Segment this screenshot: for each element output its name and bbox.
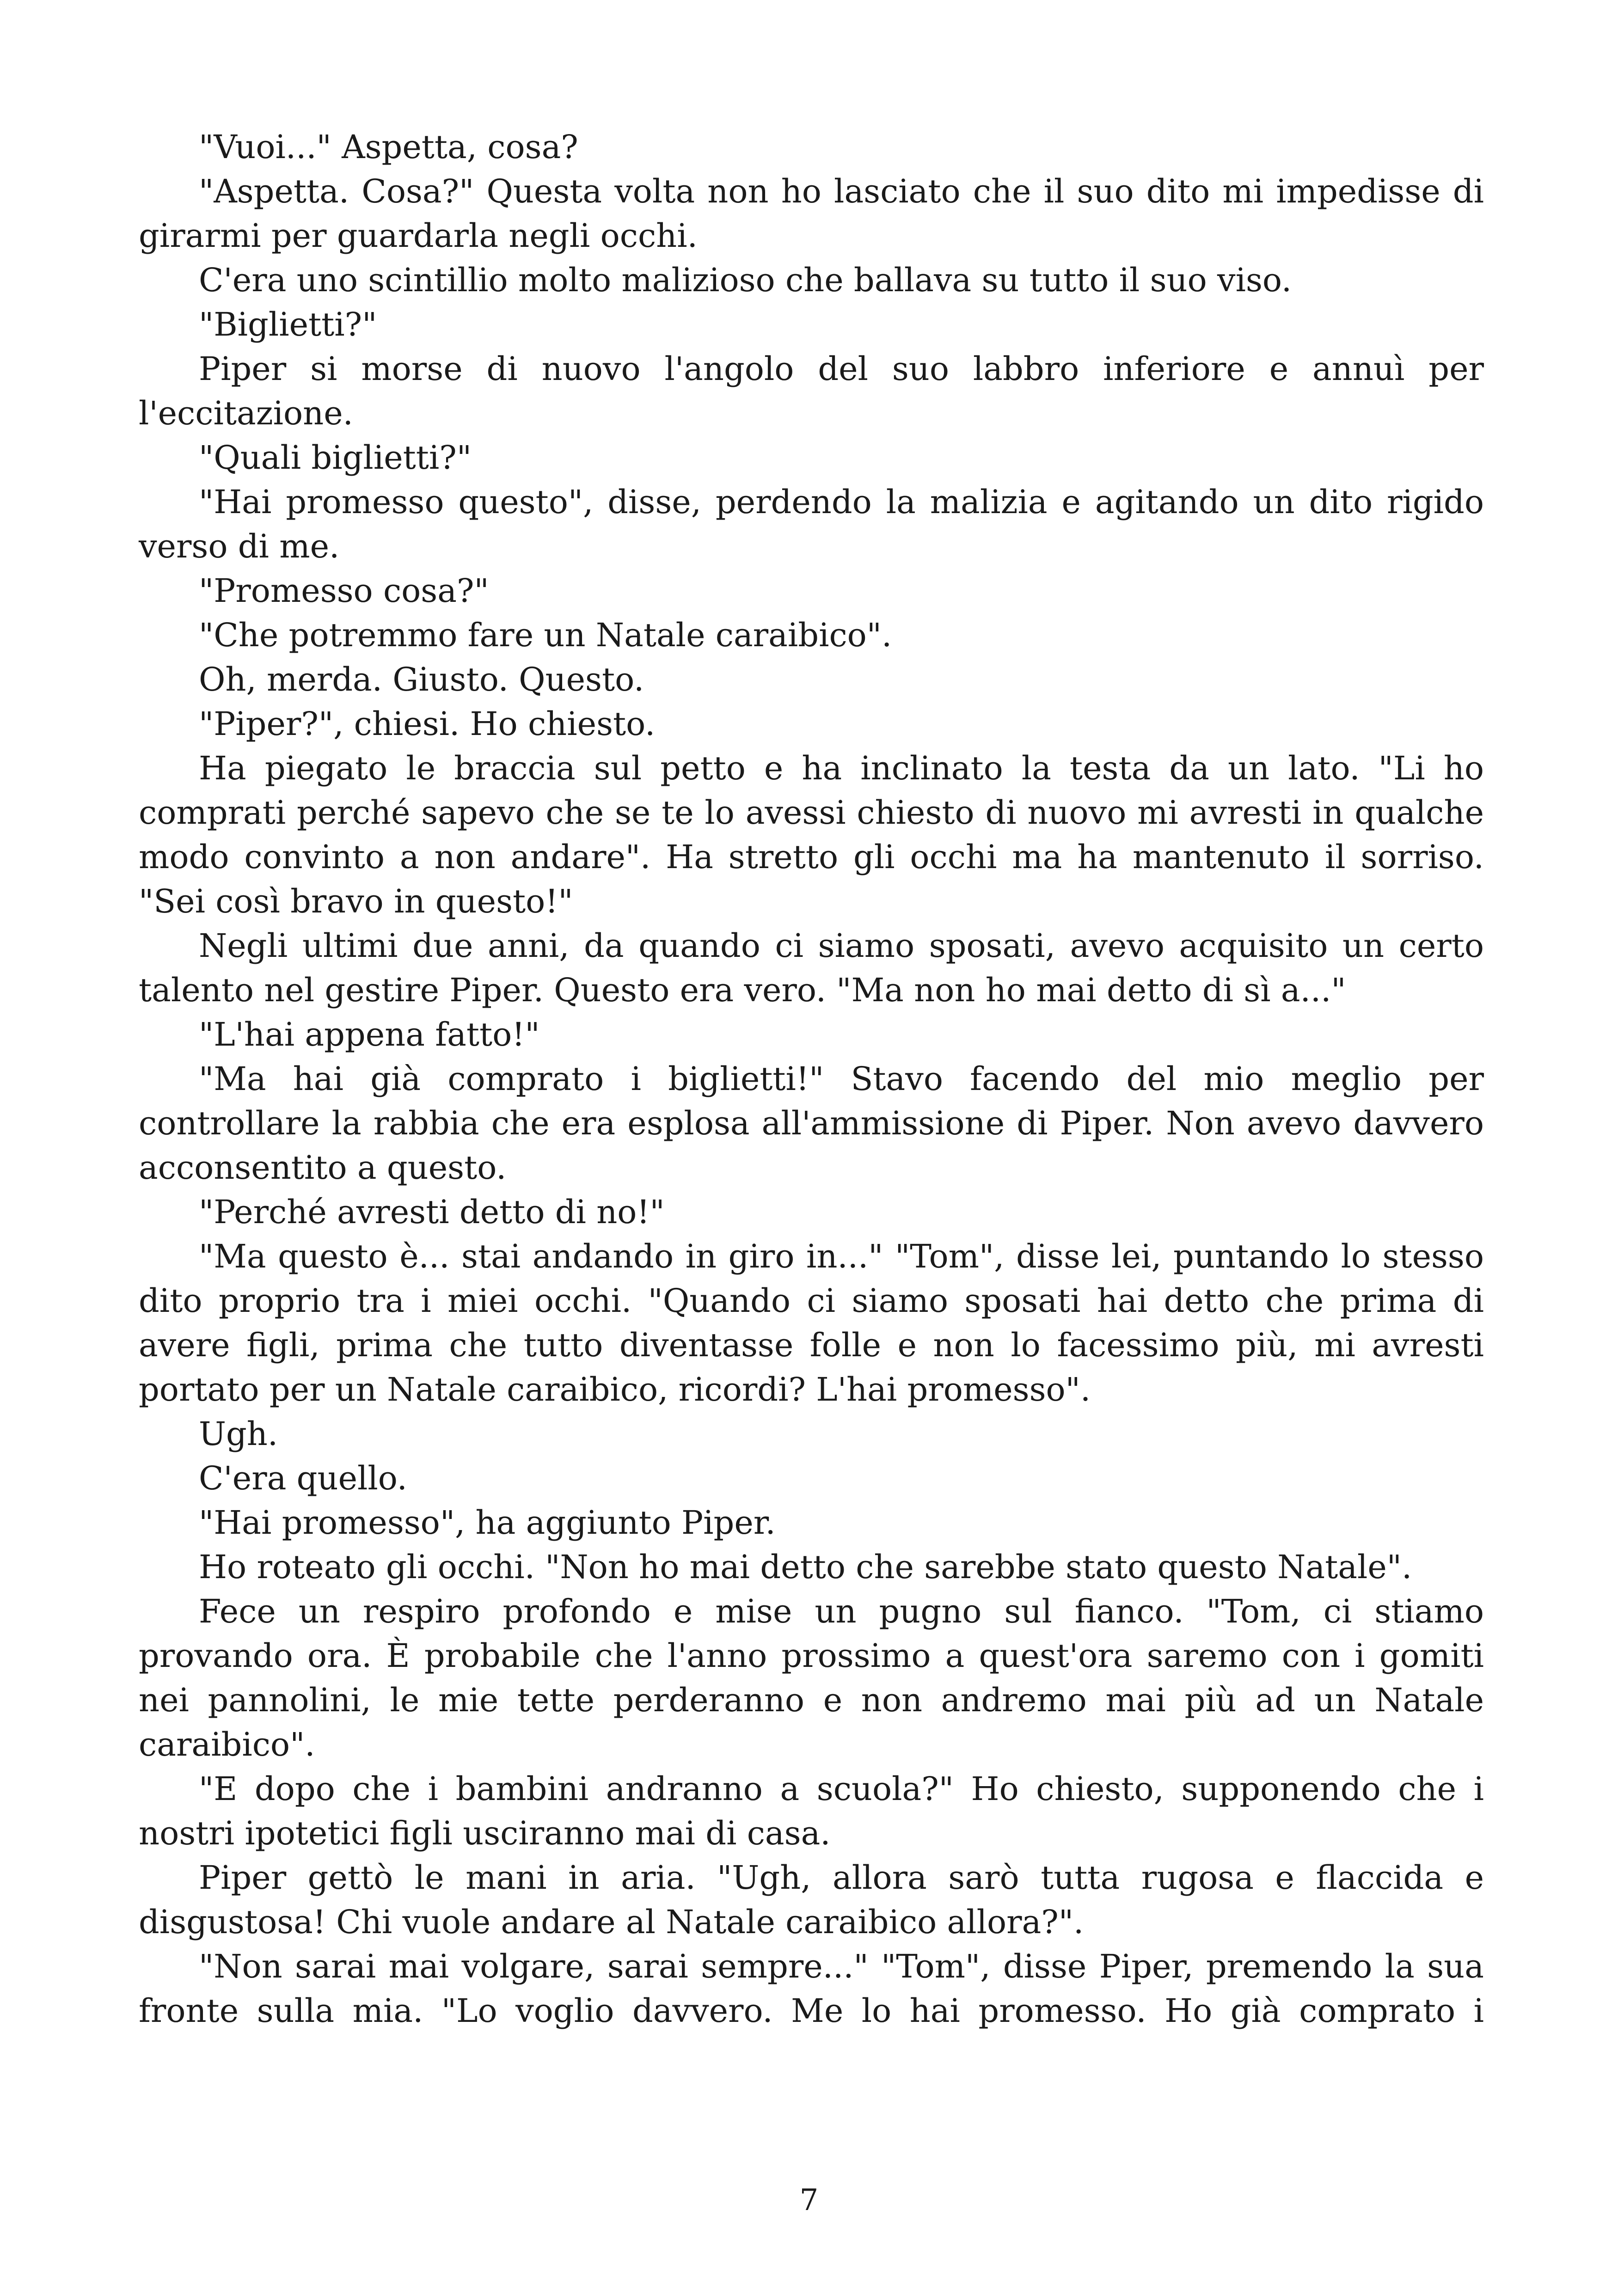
paragraph: "E dopo che i bambini andranno a scuola?" Ho chiesto, supponendo che i nostri ipotetici figli usciranno mai di casa. (139, 1770, 1484, 1852)
paragraph: "Biglietti?" (199, 306, 377, 343)
paragraph: "Che potremmo fare un Natale caraibico". (199, 616, 892, 654)
paragraph: "Promesso cosa?" (199, 572, 489, 610)
paragraph: Ho roteato gli occhi. "Non ho mai detto che sarebbe stato questo Natale". (199, 1548, 1412, 1586)
paragraph: "Vuoi..." Aspetta, cosa? (199, 128, 578, 166)
paragraph: Piper gettò le mani in aria. "Ugh, allora sarò tutta rugosa e flaccida e disgustosa! Chi vuole andare al Natale caraibico allora?". (139, 1859, 1484, 1941)
paragraph: "L'hai appena fatto!" (199, 1016, 540, 1053)
paragraph: C'era uno scintillio molto malizioso che ballava su tutto il suo viso. (199, 261, 1292, 299)
paragraph: "Ma hai già comprato i biglietti!" Stavo facendo del mio meglio per controllare la rabbia che era esplosa all'ammissione di Piper. Non avevo davvero acconsentito a questo. (139, 1060, 1484, 1187)
paragraph: "Aspetta. Cosa?" Questa volta non ho lasciato che il suo dito mi impedisse di girarmi per guardarla negli occhi. (139, 172, 1484, 255)
paragraph: "Perché avresti detto di no!" (199, 1193, 665, 1231)
paragraph: "Piper?", chiesi. Ho chiesto. (199, 705, 656, 743)
paragraph: "Non sarai mai volgare, sarai sempre..." "Tom", disse Piper, premendo la sua fronte sulla mia. "Lo voglio davvero. Me lo hai promesso. Ho già comprato i (139, 1947, 1484, 2030)
paragraph: "Quali biglietti?" (199, 439, 472, 477)
paragraph: "Ma questo è... stai andando in giro in..." "Tom", disse lei, puntando lo stesso dito proprio tra i miei occhi. "Quando ci siamo sposati hai detto che prima di avere figli, prima che tutto diventasse folle e non lo facessimo più, mi avresti portato per un Natale caraibico, ricordi? L'hai promesso". (139, 1237, 1484, 1408)
paragraph: Oh, merda. Giusto. Questo. (199, 661, 644, 698)
body-text (139, 125, 1484, 2033)
paragraph: Fece un respiro profondo e mise un pugno sul fianco. "Tom, ci stiamo provando ora. È probabile che l'anno prossimo a quest'ora saremo con i gomiti nei pannolini, le mie tette perderanno e non andremo mai più ad un Natale caraibico". (139, 1592, 1484, 1763)
page-number: 7 (799, 2183, 819, 2217)
paragraph: "Hai promesso questo", disse, perdendo la malizia e agitando un dito rigido verso di me. (139, 483, 1484, 565)
paragraph: Piper si morse di nuovo l'angolo del suo labbro inferiore e annuì per l'eccitazione. (139, 350, 1484, 432)
paragraph: C'era quello. (199, 1459, 407, 1497)
paragraph: "Hai promesso", ha aggiunto Piper. (199, 1504, 776, 1542)
paragraph: Ugh. (199, 1415, 278, 1453)
paragraph: Ha piegato le braccia sul petto e ha inclinato la testa da un lato. "Li ho comprati perché sapevo che se te lo avessi chiesto di nuovo mi avresti in qualche modo convinto a non andare". Ha stretto gli occhi ma ha mantenuto il sorriso. "Sei così bravo in questo!" (139, 749, 1484, 920)
paragraph: Negli ultimi due anni, da quando ci siamo sposati, avevo acquisito un certo talento nel gestire Piper. Questo era vero. "Ma non ho mai detto di sì a..." (139, 927, 1484, 1009)
